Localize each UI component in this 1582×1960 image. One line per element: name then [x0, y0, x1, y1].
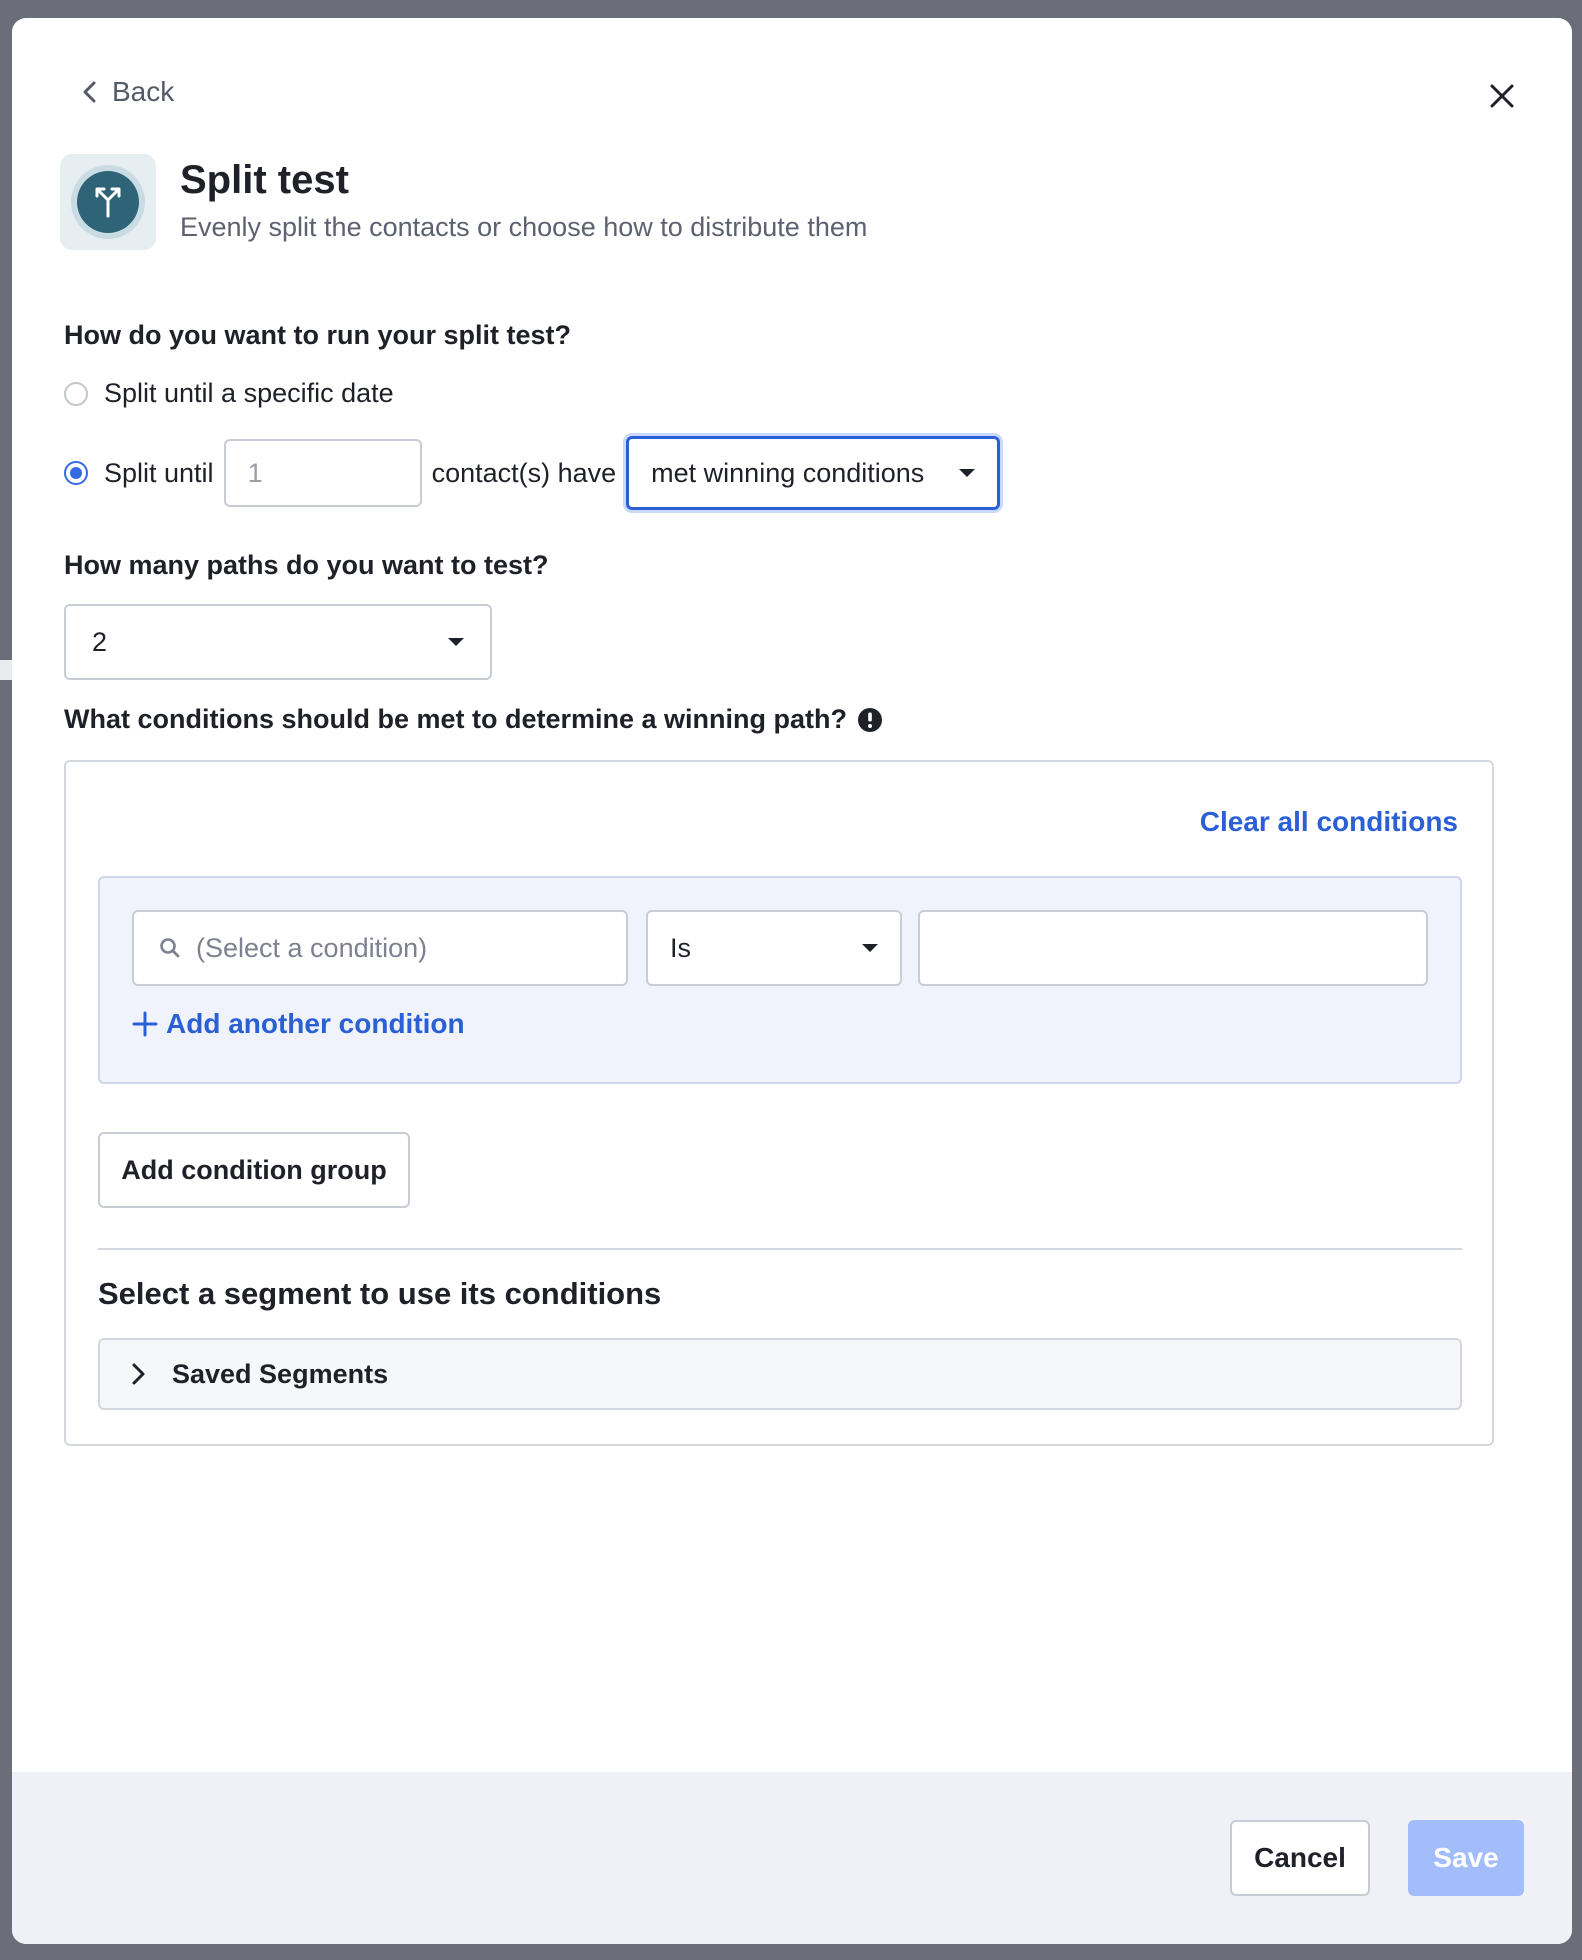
run-question-label: How do you want to run your split test? [64, 320, 571, 350]
back-button[interactable] [80, 76, 174, 108]
chevron-left-icon [80, 79, 100, 105]
option-split-by-contacts-label: Split until [104, 457, 214, 488]
page-subtitle: Evenly split the contacts or choose how to distribute them [180, 212, 868, 242]
caret-down-icon [862, 944, 878, 952]
alert-icon[interactable] [857, 707, 883, 733]
add-condition-group-button[interactable]: Add condition group [98, 1132, 410, 1208]
saved-segments-label: Saved Segments [172, 1358, 389, 1389]
caret-down-icon [959, 469, 975, 477]
cancel-button[interactable]: Cancel [1230, 1820, 1370, 1896]
add-another-condition-label: Add another condition [166, 1008, 465, 1039]
conditions-question-label: What conditions should be met to determine a winning path? [64, 704, 847, 734]
close-button[interactable] [1482, 76, 1522, 116]
winning-condition-select[interactable] [626, 436, 1000, 510]
option-split-by-date-label: Split until a specific date [104, 378, 394, 408]
radio-split-by-contacts[interactable] [64, 461, 88, 485]
paths-count-value: 2 [92, 626, 108, 657]
contacts-count-input[interactable]: 1 [224, 439, 422, 507]
modal-footer [12, 1772, 1572, 1944]
paths-count-select[interactable] [64, 604, 492, 680]
saved-segments-accordion[interactable] [98, 1338, 1462, 1410]
add-another-condition-button[interactable] [132, 1008, 465, 1040]
page-title: Split test [180, 158, 349, 202]
clear-all-conditions-link[interactable]: Clear all conditions [1199, 806, 1458, 837]
contacts-suffix-label: contact(s) have [431, 457, 617, 488]
search-icon [158, 936, 182, 960]
back-label: Back [112, 76, 175, 107]
caret-down-icon [448, 638, 464, 646]
chevron-right-icon [128, 1361, 148, 1387]
operator-value: Is [670, 932, 692, 963]
close-icon [1482, 76, 1522, 116]
winning-condition-value: met winning conditions [651, 457, 925, 488]
condition-group [98, 876, 1462, 1084]
divider [98, 1248, 1462, 1250]
segment-section-title: Select a segment to use its conditions [98, 1276, 662, 1311]
option-split-by-date[interactable] [64, 378, 394, 409]
split-arrows-icon [88, 182, 128, 222]
condition-search-placeholder: (Select a condition) [196, 932, 428, 963]
radio-split-by-date[interactable] [64, 382, 88, 406]
option-split-by-contacts [64, 436, 1000, 510]
split-test-icon [60, 154, 156, 250]
operator-select[interactable] [646, 910, 902, 986]
plus-icon [132, 1011, 158, 1037]
conditions-panel [64, 760, 1494, 1446]
split-test-modal [12, 18, 1572, 1944]
condition-search-input[interactable] [132, 910, 628, 986]
condition-value-input[interactable] [918, 910, 1428, 986]
conditions-question [64, 704, 883, 735]
save-button[interactable]: Save [1408, 1820, 1524, 1896]
paths-question-label: How many paths do you want to test? [64, 550, 549, 580]
